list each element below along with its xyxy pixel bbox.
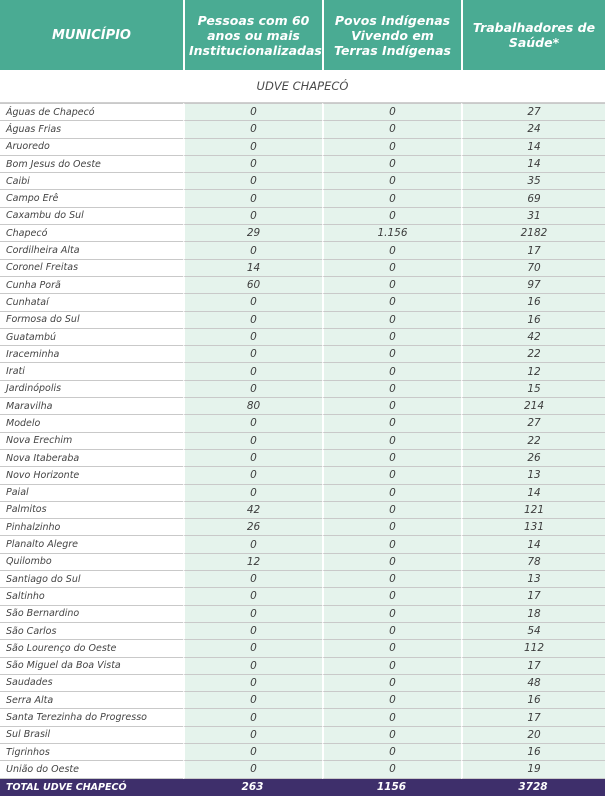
table-row (0, 675, 605, 692)
table-row (0, 554, 605, 571)
cell-municipio: Santa Terezinha do Progresso (0, 709, 183, 726)
cell-pessoas-60: 0 (183, 450, 322, 467)
table-row (0, 467, 605, 484)
total-pessoas-60: 263 (183, 779, 322, 796)
cell-municipio: Novo Horizonte (0, 467, 183, 484)
cell-pessoas-60: 0 (183, 190, 322, 207)
cell-pessoas-60: 0 (183, 571, 322, 588)
table-row (0, 260, 605, 277)
cell-municipio: Caxambu do Sul (0, 208, 183, 225)
table-row (0, 173, 605, 190)
cell-povos-indigenas: 0 (322, 312, 461, 329)
table-row (0, 139, 605, 156)
cell-povos-indigenas: 0 (322, 536, 461, 553)
cell-trabalhadores-saude: 78 (461, 554, 605, 571)
table-row (0, 640, 605, 657)
cell-povos-indigenas: 0 (322, 173, 461, 190)
cell-pessoas-60: 0 (183, 329, 322, 346)
cell-pessoas-60: 0 (183, 121, 322, 138)
total-label: TOTAL UDVE CHAPECÓ (0, 779, 183, 796)
cell-trabalhadores-saude: 17 (461, 242, 605, 259)
cell-trabalhadores-saude: 16 (461, 744, 605, 761)
cell-municipio: Nova Itaberaba (0, 450, 183, 467)
table-row (0, 692, 605, 709)
cell-povos-indigenas: 0 (322, 467, 461, 484)
cell-pessoas-60: 0 (183, 727, 322, 744)
cell-trabalhadores-saude: 22 (461, 433, 605, 450)
cell-povos-indigenas: 0 (322, 623, 461, 640)
total-trabalhadores-saude: 3728 (461, 779, 605, 796)
cell-trabalhadores-saude: 97 (461, 277, 605, 294)
cell-municipio: São Carlos (0, 623, 183, 640)
cell-povos-indigenas: 0 (322, 415, 461, 432)
cell-municipio: Bom Jesus do Oeste (0, 156, 183, 173)
cell-trabalhadores-saude: 20 (461, 727, 605, 744)
cell-municipio: Águas Frias (0, 121, 183, 138)
table-row (0, 727, 605, 744)
cell-povos-indigenas: 0 (322, 727, 461, 744)
cell-pessoas-60: 0 (183, 709, 322, 726)
cell-povos-indigenas: 0 (322, 103, 461, 121)
table-row (0, 225, 605, 242)
cell-povos-indigenas: 0 (322, 329, 461, 346)
table-row (0, 761, 605, 778)
cell-pessoas-60: 80 (183, 398, 322, 415)
cell-trabalhadores-saude: 14 (461, 139, 605, 156)
cell-povos-indigenas: 0 (322, 121, 461, 138)
cell-povos-indigenas: 0 (322, 709, 461, 726)
cell-pessoas-60: 0 (183, 312, 322, 329)
cell-trabalhadores-saude: 19 (461, 761, 605, 778)
cell-pessoas-60: 0 (183, 640, 322, 657)
cell-municipio: São Bernardino (0, 606, 183, 623)
cell-trabalhadores-saude: 14 (461, 156, 605, 173)
cell-trabalhadores-saude: 54 (461, 623, 605, 640)
cell-municipio: Caibi (0, 173, 183, 190)
cell-pessoas-60: 0 (183, 103, 322, 121)
table-row (0, 381, 605, 398)
cell-municipio: Cunha Porã (0, 277, 183, 294)
cell-povos-indigenas: 0 (322, 260, 461, 277)
cell-trabalhadores-saude: 17 (461, 588, 605, 605)
cell-pessoas-60: 0 (183, 606, 322, 623)
cell-trabalhadores-saude: 12 (461, 363, 605, 380)
cell-municipio: Guatambú (0, 329, 183, 346)
cell-trabalhadores-saude: 214 (461, 398, 605, 415)
cell-pessoas-60: 0 (183, 156, 322, 173)
cell-pessoas-60: 0 (183, 588, 322, 605)
cell-trabalhadores-saude: 15 (461, 381, 605, 398)
table-row (0, 242, 605, 259)
cell-trabalhadores-saude: 48 (461, 675, 605, 692)
cell-municipio: São Lourenço do Oeste (0, 640, 183, 657)
cell-municipio: Modelo (0, 415, 183, 432)
cell-municipio: Tigrinhos (0, 744, 183, 761)
cell-povos-indigenas: 0 (322, 363, 461, 380)
cell-povos-indigenas: 0 (322, 139, 461, 156)
cell-trabalhadores-saude: 13 (461, 467, 605, 484)
cell-pessoas-60: 0 (183, 485, 322, 502)
cell-trabalhadores-saude: 42 (461, 329, 605, 346)
cell-povos-indigenas: 0 (322, 658, 461, 675)
cell-municipio: Aruoredo (0, 139, 183, 156)
cell-trabalhadores-saude: 26 (461, 450, 605, 467)
cell-pessoas-60: 0 (183, 467, 322, 484)
cell-pessoas-60: 0 (183, 692, 322, 709)
cell-povos-indigenas: 0 (322, 502, 461, 519)
cell-povos-indigenas: 0 (322, 588, 461, 605)
cell-trabalhadores-saude: 24 (461, 121, 605, 138)
cell-pessoas-60: 0 (183, 242, 322, 259)
cell-trabalhadores-saude: 17 (461, 658, 605, 675)
cell-pessoas-60: 0 (183, 208, 322, 225)
header-trabalhadores-saude: Trabalhadores de Saúde* (461, 0, 605, 70)
cell-trabalhadores-saude: 22 (461, 346, 605, 363)
cell-pessoas-60: 0 (183, 623, 322, 640)
cell-pessoas-60: 0 (183, 363, 322, 380)
cell-pessoas-60: 0 (183, 294, 322, 311)
cell-municipio: Planalto Alegre (0, 536, 183, 553)
table-row (0, 156, 605, 173)
cell-povos-indigenas: 0 (322, 571, 461, 588)
cell-trabalhadores-saude: 35 (461, 173, 605, 190)
table-row (0, 415, 605, 432)
cell-pessoas-60: 0 (183, 139, 322, 156)
table-row (0, 658, 605, 675)
table-row (0, 623, 605, 640)
table-row (0, 312, 605, 329)
cell-municipio: União do Oeste (0, 761, 183, 778)
table-row (0, 571, 605, 588)
cell-pessoas-60: 0 (183, 761, 322, 778)
cell-trabalhadores-saude: 69 (461, 190, 605, 207)
cell-povos-indigenas: 0 (322, 156, 461, 173)
cell-trabalhadores-saude: 14 (461, 536, 605, 553)
cell-municipio: Saudades (0, 675, 183, 692)
cell-povos-indigenas: 1.156 (322, 225, 461, 242)
cell-povos-indigenas: 0 (322, 450, 461, 467)
table-row (0, 485, 605, 502)
table-row (0, 606, 605, 623)
cell-pessoas-60: 26 (183, 519, 322, 536)
section-title: UDVE CHAPECÓ (0, 70, 605, 103)
cell-povos-indigenas: 0 (322, 519, 461, 536)
cell-municipio: Águas de Chapecó (0, 103, 183, 121)
cell-pessoas-60: 0 (183, 675, 322, 692)
cell-trabalhadores-saude: 2182 (461, 225, 605, 242)
table-row (0, 294, 605, 311)
cell-pessoas-60: 0 (183, 381, 322, 398)
cell-municipio: Maravilha (0, 398, 183, 415)
cell-municipio: Sul Brasil (0, 727, 183, 744)
cell-povos-indigenas: 0 (322, 554, 461, 571)
table-body (0, 103, 605, 779)
cell-municipio: Formosa do Sul (0, 312, 183, 329)
table-row (0, 588, 605, 605)
cell-povos-indigenas: 0 (322, 208, 461, 225)
cell-municipio: Pinhalzinho (0, 519, 183, 536)
cell-povos-indigenas: 0 (322, 675, 461, 692)
cell-pessoas-60: 0 (183, 536, 322, 553)
cell-povos-indigenas: 0 (322, 640, 461, 657)
cell-trabalhadores-saude: 121 (461, 502, 605, 519)
cell-pessoas-60: 12 (183, 554, 322, 571)
table-row (0, 536, 605, 553)
cell-municipio: Cunhataí (0, 294, 183, 311)
table-row (0, 398, 605, 415)
table-row (0, 519, 605, 536)
cell-pessoas-60: 0 (183, 433, 322, 450)
table-row (0, 346, 605, 363)
cell-pessoas-60: 0 (183, 415, 322, 432)
cell-pessoas-60: 0 (183, 346, 322, 363)
cell-municipio: Nova Erechim (0, 433, 183, 450)
cell-municipio: São Miguel da Boa Vista (0, 658, 183, 675)
cell-trabalhadores-saude: 16 (461, 294, 605, 311)
cell-municipio: Serra Alta (0, 692, 183, 709)
cell-pessoas-60: 29 (183, 225, 322, 242)
cell-trabalhadores-saude: 131 (461, 519, 605, 536)
cell-pessoas-60: 0 (183, 173, 322, 190)
cell-povos-indigenas: 0 (322, 744, 461, 761)
cell-municipio: Iraceminha (0, 346, 183, 363)
cell-trabalhadores-saude: 16 (461, 692, 605, 709)
cell-municipio: Irati (0, 363, 183, 380)
table-row (0, 433, 605, 450)
cell-trabalhadores-saude: 18 (461, 606, 605, 623)
cell-trabalhadores-saude: 31 (461, 208, 605, 225)
header-municipio: MUNICÍPIO (0, 0, 183, 70)
cell-povos-indigenas: 0 (322, 433, 461, 450)
cell-municipio: Quilombo (0, 554, 183, 571)
cell-povos-indigenas: 0 (322, 485, 461, 502)
cell-trabalhadores-saude: 16 (461, 312, 605, 329)
cell-povos-indigenas: 0 (322, 190, 461, 207)
cell-trabalhadores-saude: 27 (461, 103, 605, 121)
cell-povos-indigenas: 0 (322, 381, 461, 398)
cell-pessoas-60: 14 (183, 260, 322, 277)
cell-municipio: Saltinho (0, 588, 183, 605)
section-header (0, 70, 605, 103)
table-row (0, 277, 605, 294)
table-total (0, 779, 605, 796)
total-povos-indigenas: 1156 (322, 779, 461, 796)
cell-trabalhadores-saude: 27 (461, 415, 605, 432)
table-row (0, 329, 605, 346)
table-row (0, 363, 605, 380)
cell-municipio: Coronel Freitas (0, 260, 183, 277)
cell-povos-indigenas: 0 (322, 294, 461, 311)
cell-trabalhadores-saude: 112 (461, 640, 605, 657)
cell-povos-indigenas: 0 (322, 398, 461, 415)
cell-pessoas-60: 0 (183, 658, 322, 675)
table-row (0, 450, 605, 467)
table-row (0, 103, 605, 121)
cell-municipio: Palmitos (0, 502, 183, 519)
table-row (0, 190, 605, 207)
table-row (0, 709, 605, 726)
cell-povos-indigenas: 0 (322, 606, 461, 623)
cell-povos-indigenas: 0 (322, 277, 461, 294)
cell-povos-indigenas: 0 (322, 761, 461, 778)
header-pessoas-60: Pessoas com 60 anos ou mais Institucionalizadas (183, 0, 322, 70)
cell-povos-indigenas: 0 (322, 692, 461, 709)
cell-pessoas-60: 0 (183, 744, 322, 761)
cell-municipio: Campo Erê (0, 190, 183, 207)
table-row (0, 502, 605, 519)
cell-municipio: Cordilheira Alta (0, 242, 183, 259)
cell-pessoas-60: 60 (183, 277, 322, 294)
cell-povos-indigenas: 0 (322, 346, 461, 363)
cell-trabalhadores-saude: 14 (461, 485, 605, 502)
cell-trabalhadores-saude: 13 (461, 571, 605, 588)
cell-municipio: Jardinópolis (0, 381, 183, 398)
cell-trabalhadores-saude: 17 (461, 709, 605, 726)
table-row (0, 121, 605, 138)
cell-municipio: Santiago do Sul (0, 571, 183, 588)
cell-pessoas-60: 42 (183, 502, 322, 519)
header-povos-indigenas: Povos Indígenas Vivendo em Terras Indígenas (322, 0, 461, 70)
cell-povos-indigenas: 0 (322, 242, 461, 259)
table-header (0, 0, 605, 70)
table-row (0, 208, 605, 225)
cell-municipio: Paial (0, 485, 183, 502)
table-row (0, 744, 605, 761)
cell-municipio: Chapecó (0, 225, 183, 242)
cell-trabalhadores-saude: 70 (461, 260, 605, 277)
